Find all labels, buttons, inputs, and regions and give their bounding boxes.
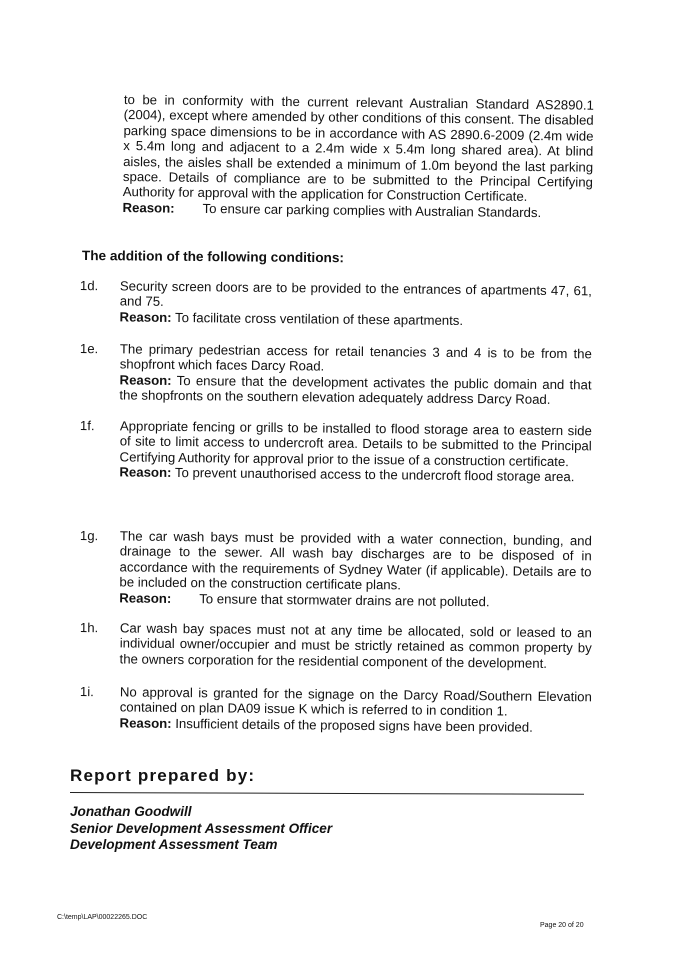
intro-text: to be in conformity with the current relevant Australian Standard AS2890.1 (2004), except where amended by other conditions of this consent. The disabled parking space dimensions to be in accordance with AS 2890.6-2009 (2.4m wide x 5.4m long and adjacent to a 2.4m wide x 5.4m long shared area). At blind aisles, the aisles shall be extended a minimum of 1.0m beyond the last parking space. Details of compliance are to be submitted to the Principal Certifying Authority for approval with the application for Construction Certificate. [122,92,594,205]
reason-text: Insufficient details of the proposed signs have been provided. [175,715,533,735]
reason-text: To facilitate cross ventilation of these apartments. [174,309,464,328]
condition-text: The car wash bays must be provided with a water connection, bunding, and drainage to the sewer. All wash bay discharges are to be disposed of in accordance with the requirements of Sydney Water (if applicable). Details are to be included on the construction certificate plans. [119,528,592,593]
condition-text: No approval is granted for the signage on the Darcy Road/Southern Elevation contained on plan DA09 issue K which is referred to in condition 1. [119,684,592,719]
condition-text: Appropriate fencing or grills to be installed to flood storage area to eastern side of site to limit access to undercroft area. Details to be submitted to the Principal Certifying Authority for approval prior to the issue of a construction certificate. [119,418,592,469]
reason-text: To ensure car parking complies with Australian Standards. [202,200,542,220]
page-number: Page 20 of 20 [540,922,584,929]
file-path: C:\temp\LAP\00022265.DOC [57,914,148,921]
reason-label: Reason: [119,372,172,388]
report-prepared-heading: Report prepared by: [70,766,256,785]
condition-number: 1i. [79,684,94,700]
condition-1d [80,278,592,330]
condition-reason [120,309,592,329]
condition-text: The primary pedestrian access for retail tenancies 3 and 4 is to be from the shopfront which faces Darcy Road. [119,341,592,374]
intro-paragraph [122,92,593,221]
author-name: Jonathan Goodwill [70,804,192,819]
condition-text: Car wash bay spaces must not at any time be allocated, sold or leased to an individual owner/occupier and must be strictly retained as common property by the owners corporation for the residential component of the development. [119,620,592,671]
reason-text: To ensure that the development activates the public domain and that the shopfronts on the southern elevation adequately address Darcy Road. [119,372,592,408]
condition-number: 1d. [79,278,99,294]
condition-reason [119,372,591,408]
author-position: Senior Development Assessment Officer [70,821,333,836]
condition-1h [80,620,592,672]
condition-number: 1f. [79,418,95,434]
reason-label: Reason: [119,715,172,731]
condition-1g [79,528,592,610]
reason-label: Reason: [119,464,172,481]
reason-label: Reason: [119,590,172,606]
condition-1f [79,418,592,485]
condition-text: Security screen doors are to be provided to the entrances of apartments 47, 61, and 75. [119,278,592,310]
author-team: Development Assessment Team [70,837,278,852]
section-heading: The addition of the following conditions: [81,248,345,266]
reason-label: Reason: [122,199,175,216]
condition-1i [80,684,592,736]
reason-text: To prevent unauthorised access to the undercroft flood storage area. [174,465,575,485]
condition-number: 1h. [79,620,99,636]
condition-reason [119,590,591,610]
condition-reason [120,715,592,735]
condition-1e [79,341,592,408]
heading-divider [70,792,584,795]
condition-number: 1g. [79,528,99,544]
reason-label: Reason: [119,309,172,325]
condition-number: 1e. [79,341,99,357]
reason-text: To ensure that stormwater drains are not polluted. [199,590,490,609]
